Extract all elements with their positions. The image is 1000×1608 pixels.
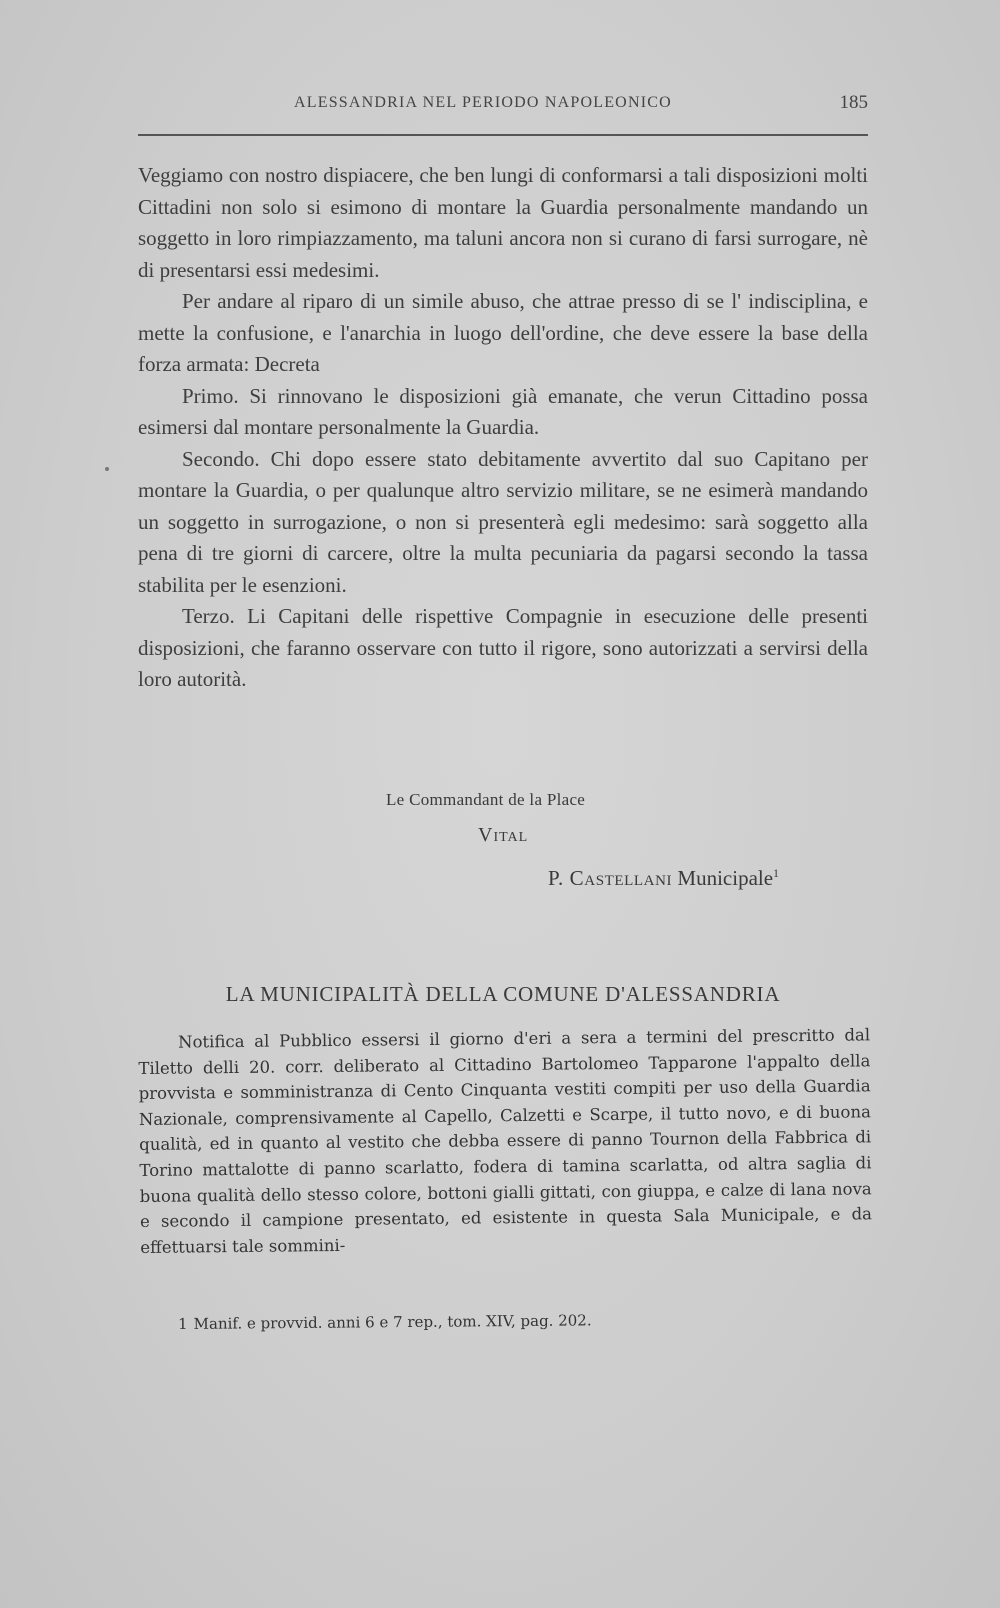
margin-mark [105,467,109,471]
signature-castellani-role: Municipale [677,866,774,890]
page-header [138,92,868,120]
notice-paragraph: Notifica al Pubblico essersi il giorno d'eri a sera a termini del prescritto dal Tiletto delli 20. corr. deliberato al Cittadino Bartolomeo Tapparone l'appalto della provvista e somministranza di Cento Cinquanta vestiti compiti per uso della Guardia Nazionale, comprensivamente al Capello, Calzetti e Scarpe, il tutto novo, e di buona qualità, ed in quanto al vestito che debba essere di panno Tournon della Fabbrica di Torino mattalotte di panno scarlatto, fodera di tamina scarlatta, od altra saglia di buona qualità dello stesso colore, bottoni gialli gittati, con giuppa, e calze di lana nova e secondo il campione presentato, ed esistente in questa Sala Municipale, e da effettuarsi tale sommini- [138,1025,873,1257]
footnote [178,1311,592,1333]
footnote-reference: 1 [773,866,780,880]
paragraph-article-2: Secondo. Chi dopo essere stato debitamente avvertito dal suo Capitano per montare la Guardia, o per qualunque altro servizio militare, se ne esimerà mandando un soggetto in surrogazione, o non si presenterà egli medesimo: sarà soggetto alla pena di tre giorni di carcere, oltre la multa pecuniaria da pagarsi secondo la tassa stabilita per le esenzioni. [138,446,868,597]
paragraph-article-3: Terzo. Li Capitani delle rispettive Compagnie in esecuzione delle presenti disposizioni, che faranno osservare con tutto il rigore, sono autorizzati a servirsi della loro autorità. [138,604,868,691]
footnote-text: Manif. e provvid. anni 6 e 7 rep., tom. XIV, pag. 202. [193,1311,592,1333]
header-rule [138,134,868,136]
signature-commandant-title: Le Commandant de la Place [386,790,586,809]
signature-vital: Vital [478,824,529,846]
signature-castellani [548,866,779,891]
section-heading: LA MUNICIPALITÀ DELLA COMUNE D'ALESSANDRIA [225,982,781,1006]
main-text [138,160,868,696]
paragraph-decree-preamble: Per andare al riparo di un simile abuso, che attrae presso di se l' indisciplina, e mette la confusione, e l'anarchia in luogo dell'ordine, che deve essere la base della forza armata: Decreta [138,289,868,376]
running-title: ALESSANDRIA NEL PERIODO NAPOLEONICO [294,94,672,111]
paragraph-intro: Veggiamo con nostro dispiacere, che ben lungi di conformarsi a tali disposizioni molti Cittadini non solo si esimono di montare la Guardia personalmente mandando un soggetto in loro rimpiazzamento, ma taluni ancora non si curano di farsi surrogare, nè di presentarsi essi medesimi. [138,163,868,282]
notice-text [138,1022,872,1260]
signature-castellani-name: P. Castellani [548,866,673,890]
page-number: 185 [839,92,868,113]
footnote-mark: 1 [178,1314,188,1333]
paragraph-article-1: Primo. Si rinnovano le disposizioni già emanate, che verun Cittadino possa esimersi dal montare personalmente la Guardia. [138,383,868,439]
